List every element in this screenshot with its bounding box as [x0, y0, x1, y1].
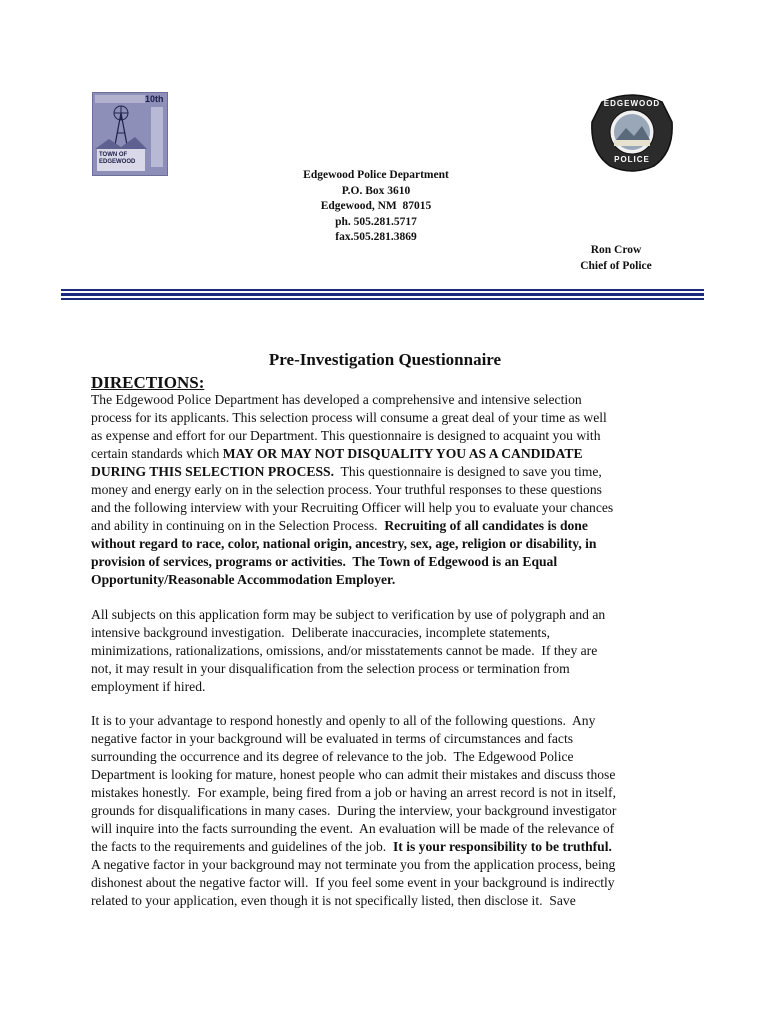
town-logo-caption-2: EDGEWOOD: [99, 159, 136, 165]
directions-heading: DIRECTIONS:: [91, 373, 205, 392]
paragraph-honesty: [91, 712, 681, 910]
text-line: [91, 553, 681, 571]
text-line: surrounding the occurrence and its degree of relevance to the job. The Edgewood Police: [91, 749, 574, 764]
chief-title: Chief of Police: [580, 259, 652, 272]
text-run-bold: It is your responsibility to be truthful.: [393, 839, 612, 854]
text-line: grounds for disqualifications in many cases. During the interview, your background investigator: [91, 803, 617, 818]
text-line: It is to your advantage to respond honestly and openly to all of the following questions. Any: [91, 713, 596, 728]
police-badge: [584, 92, 680, 176]
text-line: and the following interview with your Recruiting Officer will help you to evaluate your chances: [91, 500, 614, 515]
text-line: negative factor in your background will be evaluated in terms of circumstances and facts: [91, 731, 574, 746]
town-logo-caption-1: TOWN OF: [99, 152, 128, 158]
paragraph-verification: [91, 606, 681, 696]
phone-number: ph. 505.281.5717: [335, 215, 417, 228]
text-line: money and energy early on in the selection process. Your truthful responses to these questions: [91, 482, 602, 497]
text-line: process for its applicants. This selection process will consume a great deal of your time as well: [91, 410, 607, 425]
text-line: [91, 463, 681, 481]
chief-name: Ron Crow: [590, 244, 642, 256]
text-line: A negative factor in your background may not terminate you from the application process, being: [91, 857, 616, 872]
fax-number: fax.505.281.3869: [335, 231, 417, 243]
text-line: dishonest about the negative factor will. If you feel some event in your background is indirectly: [91, 875, 615, 890]
text-line: [91, 445, 681, 463]
text-line: [91, 535, 681, 553]
department-name: Edgewood Police Department: [303, 169, 449, 181]
text-line: The Edgewood Police Department has developed a comprehensive and intensive selection: [91, 392, 582, 407]
city-state-zip: Edgewood, NM 87015: [320, 200, 432, 212]
text-line: not, it may result in your disqualification from the selection process or termination from: [91, 661, 570, 676]
text-line: related to your application, even though it is not specifically listed, then disclose it. Save: [91, 893, 576, 908]
text-line: as expense and effort for our Department. This questionnaire is designed to acquaint you with: [91, 428, 601, 443]
paragraph-directions: [91, 391, 681, 589]
text-run-bold: provision of services, programs or activities. The Town of Edgewood is an Equal: [91, 554, 558, 569]
town-logo: [92, 92, 168, 176]
department-address: [276, 168, 476, 246]
text-line: [91, 838, 681, 856]
text-line: [91, 517, 681, 535]
text-run: and ability in continuing on in the Selection Process.: [91, 518, 385, 533]
text-line: mistakes honestly. For example, being fired from a job or having an arrest record is not in itself,: [91, 785, 616, 800]
text-line: will inquire into the facts surrounding the event. An evaluation will be made of the relevance of: [91, 821, 615, 836]
header-rule-middle: [61, 293, 704, 296]
text-run-bold: Recruiting of all candidates is done: [384, 518, 588, 533]
header-rule-bottom: [61, 298, 704, 300]
text-run-bold: without regard to race, color, national origin, ancestry, sex, age, religion or disability, in: [91, 536, 597, 551]
text-run: This questionnaire is designed to save you time,: [334, 464, 602, 479]
text-line: minimizations, rationalizations, omissions, and/or misstatements cannot be made. If they are: [91, 643, 598, 658]
text-run: the facts to the requirements and guidelines of the job.: [91, 839, 393, 854]
town-logo-anniversary: 10th: [145, 94, 164, 104]
police-badge-bottom-text: POLICE: [614, 155, 650, 164]
text-run: certain standards which: [91, 446, 223, 461]
po-box: P.O. Box 3610: [341, 184, 411, 197]
chief-signature-block: [560, 243, 672, 274]
text-line: Department is looking for mature, honest people who can admit their mistakes and discuss those: [91, 767, 616, 782]
text-run-bold: Opportunity/Reasonable Accommodation Employer.: [91, 572, 396, 587]
header-rule-top: [61, 289, 704, 291]
document-title: Pre-Investigation Questionnaire: [268, 350, 502, 369]
text-run-bold: DURING THIS SELECTION PROCESS.: [91, 464, 334, 479]
text-run-bold: MAY OR MAY NOT DISQUALITY YOU AS A CANDIDATE: [222, 446, 583, 461]
text-line: All subjects on this application form may be subject to verification by use of polygraph and an: [91, 607, 606, 622]
text-line: employment if hired.: [91, 679, 206, 694]
text-line: [91, 571, 681, 589]
police-badge-top-text: EDGEWOOD: [603, 99, 661, 108]
text-line: intensive background investigation. Deliberate inaccuracies, incomplete statements,: [91, 625, 551, 640]
